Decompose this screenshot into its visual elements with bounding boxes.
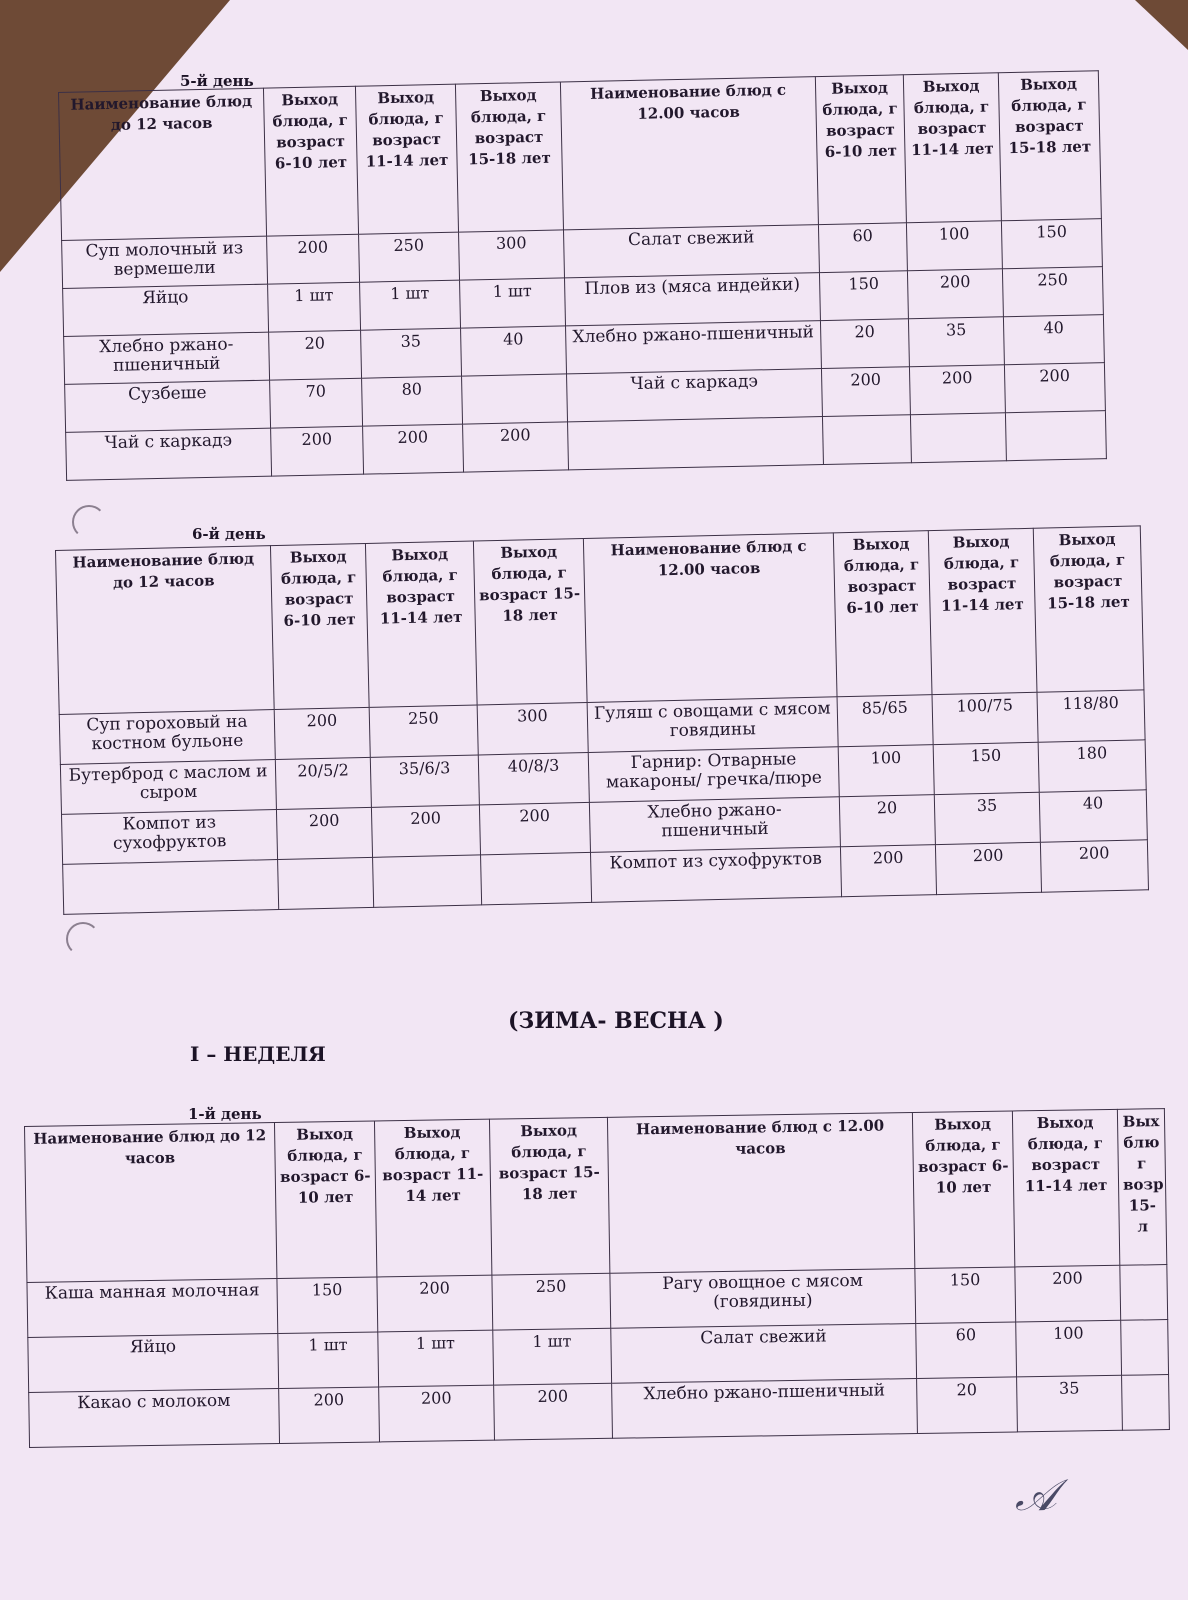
yield-6-10-cell: 200 (279, 1387, 380, 1444)
header-yield-15-18: Выход блюда, г возраст 15-18 лет (455, 82, 563, 232)
menu-table-week1-day1 (24, 1108, 1170, 1448)
yield-15-18-cell: 118/80 (1037, 690, 1145, 742)
dish-after-12-cell: Гуляш с овощами с мясом говядины (587, 697, 838, 753)
yield-6-10-cell: 20 (839, 795, 935, 847)
yield-15-18-cell: 250 (1002, 267, 1103, 317)
yield-11-14-cell: 200 (935, 842, 1041, 894)
yield-6-10-cell: 85/65 (837, 695, 933, 747)
yield-15-18-cell: 40 (1003, 315, 1104, 365)
yield-15-18-cell (1122, 1375, 1170, 1431)
yield-11-14-cell: 100 (906, 221, 1002, 271)
yield-11-14-cell: 35/6/3 (370, 755, 479, 807)
yield-15-18-cell: 40 (1039, 790, 1147, 842)
header-yield-11-14: Выход блюда, г возраст 11-14 лет (355, 84, 458, 234)
yield-6-10-cell: 70 (270, 378, 363, 428)
yield-15-18-cell (1121, 1320, 1169, 1376)
yield-6-10-cell: 20 (917, 1377, 1018, 1434)
yield-6-10-cell: 200 (276, 807, 372, 859)
dish-after-12-cell: Салат свежий (611, 1324, 917, 1384)
dish-before-12-cell: Яйцо (63, 284, 269, 336)
yield-15-18-cell: 1 шт (460, 278, 566, 328)
yield-6-10-cell: 60 (818, 223, 907, 273)
dish-before-12-cell: Суп молочный из вермешели (62, 236, 268, 288)
yield-15-18-cell (481, 852, 592, 904)
punch-hole (66, 922, 100, 956)
yield-11-14-cell: 35 (908, 317, 1004, 367)
header-yield-6-10: Выход блюда, г возраст 6-10 лет (263, 86, 358, 236)
yield-11-14-cell: 200 (371, 805, 480, 857)
header-yield-11-14: Выход блюда, г возраст 11-14 лет (374, 1119, 491, 1277)
yield-6-10-cell: 200 (821, 367, 910, 417)
yield-11-14-cell: 35 (934, 792, 1040, 844)
yield-6-10-cell (822, 415, 911, 465)
header-yield-15-18: Выход блюда, г возраст 15-18 лет (1033, 526, 1144, 692)
dish-before-12-cell (63, 860, 279, 915)
yield-11-14-cell: 35 (361, 328, 462, 378)
header-yield-15-18: Выход блюда, г возраст 15-18 лет (473, 539, 587, 705)
yield-6-10-cell: 200 (840, 845, 936, 897)
dish-before-12-cell: Сузбеше (65, 380, 271, 432)
header-yield-6-10: Выход блюда, г возраст 6-10 лет (270, 543, 369, 709)
yield-6-10-cell: 150 (819, 271, 908, 321)
header-dishes-after-12: Наименование блюд с 12.00 часов (607, 1113, 914, 1274)
header-yield-11-14: Выход блюда, г возраст 11-14 лет (365, 541, 477, 707)
dish-after-12-cell: Хлебно ржано-пшеничный (566, 321, 822, 374)
yield-6-10-cell: 200 (267, 234, 360, 284)
yield-11-14-cell: 200 (909, 365, 1005, 415)
header-row (25, 1109, 1167, 1283)
header-yield-6-10: Выход блюда, г возраст 6-10 лет (912, 1111, 1014, 1269)
dish-after-12-cell: Хлебно ржано-пшеничный (589, 797, 840, 853)
yield-6-10-cell: 200 (274, 707, 370, 759)
yield-15-18-cell: 150 (1001, 219, 1102, 269)
yield-15-18-cell (1005, 411, 1106, 461)
dish-after-12-cell: Гарнир: Отварные макароны/ гречка/пюре (588, 747, 839, 803)
dish-before-12-cell: Суп гороховый на костном бульоне (59, 710, 275, 765)
yield-11-14-cell: 100/75 (932, 692, 1038, 744)
dish-after-12-cell: Салат свежий (563, 225, 819, 278)
handwritten-signature: 𝒜 (1015, 1470, 1057, 1521)
yield-15-18-cell: 250 (492, 1273, 611, 1330)
yield-15-18-cell: 200 (463, 422, 569, 472)
menu-table-day6 (55, 525, 1149, 915)
header-yield-6-10: Выход блюда, г возраст 6-10 лет (815, 75, 906, 225)
yield-6-10-cell: 60 (916, 1322, 1017, 1379)
season-title: (ЗИМА- ВЕСНА ) (508, 1008, 724, 1034)
yield-6-10-cell: 20 (820, 319, 909, 369)
header-yield-11-14: Выход блюда, г возраст 11-14 лет (1012, 1109, 1119, 1267)
yield-15-18-cell: 200 (1004, 363, 1105, 413)
week-title: I – НЕДЕЛЯ (190, 1042, 326, 1066)
yield-15-18-cell: 200 (479, 802, 590, 854)
dish-before-12-cell: Бутерброд с маслом и сыром (60, 760, 276, 815)
yield-11-14-cell: 100 (1016, 1320, 1122, 1377)
punch-hole (72, 505, 106, 539)
yield-11-14-cell: 250 (359, 232, 460, 282)
yield-11-14-cell: 1 шт (360, 280, 461, 330)
yield-15-18-cell: 300 (459, 230, 565, 280)
day-title: 1-й день (188, 1105, 262, 1123)
yield-11-14-cell: 150 (933, 742, 1039, 794)
yield-15-18-cell (1120, 1265, 1168, 1321)
dish-before-12-cell: Яйцо (28, 1334, 279, 1393)
dish-before-12-cell: Каша манная молочная (27, 1279, 278, 1338)
yield-11-14-cell: 35 (1017, 1375, 1123, 1432)
yield-15-18-cell: 40 (461, 326, 567, 376)
header-dishes-before-12: Наименование блюд до 12 часов (59, 88, 267, 240)
dish-after-12-cell: Компот из сухофруктов (590, 847, 841, 903)
header-yield-15-18: Выход блюда, г возраст 15-18 лет (998, 71, 1101, 221)
dish-after-12-cell: Рагу овощное с мясом (говядины) (610, 1269, 916, 1329)
yield-6-10-cell (278, 857, 374, 909)
yield-11-14-cell: 200 (379, 1385, 495, 1442)
dish-after-12-cell: Чай с каркадэ (567, 369, 823, 422)
menu-table-day5 (58, 70, 1107, 481)
yield-11-14-cell: 200 (907, 269, 1003, 319)
dish-after-12-cell (568, 417, 824, 470)
yield-6-10-cell: 100 (838, 745, 934, 797)
yield-11-14-cell (910, 413, 1006, 463)
header-yield-11-14: Выход блюда, г возраст 11-14 лет (903, 73, 1001, 223)
dish-after-12-cell: Плов из (мяса индейки) (565, 273, 821, 326)
dish-before-12-cell: Какао с молоком (29, 1389, 280, 1448)
yield-11-14-cell: 200 (363, 424, 464, 474)
yield-15-18-cell: 1 шт (493, 1328, 612, 1385)
header-yield-15-18: Выход блюда, г возраст 15-18 лет (489, 1117, 609, 1275)
yield-15-18-cell (462, 374, 568, 424)
yield-11-14-cell: 200 (1015, 1265, 1121, 1322)
yield-15-18-cell: 180 (1038, 740, 1146, 792)
yield-15-18-cell: 200 (494, 1383, 613, 1440)
dish-before-12-cell: Хлебно ржано-пшеничный (64, 332, 270, 384)
yield-15-18-cell: 40/8/3 (478, 752, 589, 804)
yield-11-14-cell: 1 шт (378, 1330, 494, 1387)
header-yield-6-10: Выход блюда, г возраст 6-10 лет (833, 531, 932, 697)
dish-after-12-cell: Хлебно ржано-пшеничный (612, 1379, 918, 1439)
header-dishes-before-12: Наименование блюд до 12 часов (56, 546, 275, 715)
header-row (59, 71, 1102, 241)
yield-11-14-cell: 250 (369, 705, 478, 757)
yield-6-10-cell: 1 шт (278, 1332, 379, 1389)
header-dishes-after-12: Наименование блюд с 12.00 часов (583, 533, 837, 703)
day-title: 6-й день (192, 525, 266, 543)
header-row (56, 526, 1144, 715)
day-title: 5-й день (180, 72, 254, 90)
header-yield-6-10: Выход блюда, г возраст 6-10 лет (274, 1121, 376, 1279)
yield-11-14-cell: 200 (377, 1275, 493, 1332)
header-yield-11-14: Выход блюда, г возраст 11-14 лет (928, 528, 1037, 694)
yield-15-18-cell: 300 (477, 702, 588, 754)
header-dishes-before-12: Наименование блюд до 12 часов (25, 1123, 277, 1283)
yield-6-10-cell: 20 (269, 330, 362, 380)
yield-6-10-cell: 1 шт (268, 282, 361, 332)
yield-6-10-cell: 150 (277, 1277, 378, 1334)
yield-6-10-cell: 20/5/2 (275, 757, 371, 809)
dish-before-12-cell: Чай с каркадэ (66, 428, 272, 480)
yield-11-14-cell (373, 855, 482, 907)
yield-6-10-cell: 200 (271, 426, 364, 476)
header-yield-15-18-clipped: Вых блю г возр 15- л (1117, 1109, 1166, 1266)
dish-before-12-cell: Компот из сухофруктов (62, 810, 278, 865)
yield-11-14-cell: 80 (362, 376, 463, 426)
yield-15-18-cell: 200 (1040, 840, 1148, 892)
header-dishes-after-12: Наименование блюд с 12.00 часов (560, 77, 818, 230)
yield-6-10-cell: 150 (915, 1267, 1016, 1324)
